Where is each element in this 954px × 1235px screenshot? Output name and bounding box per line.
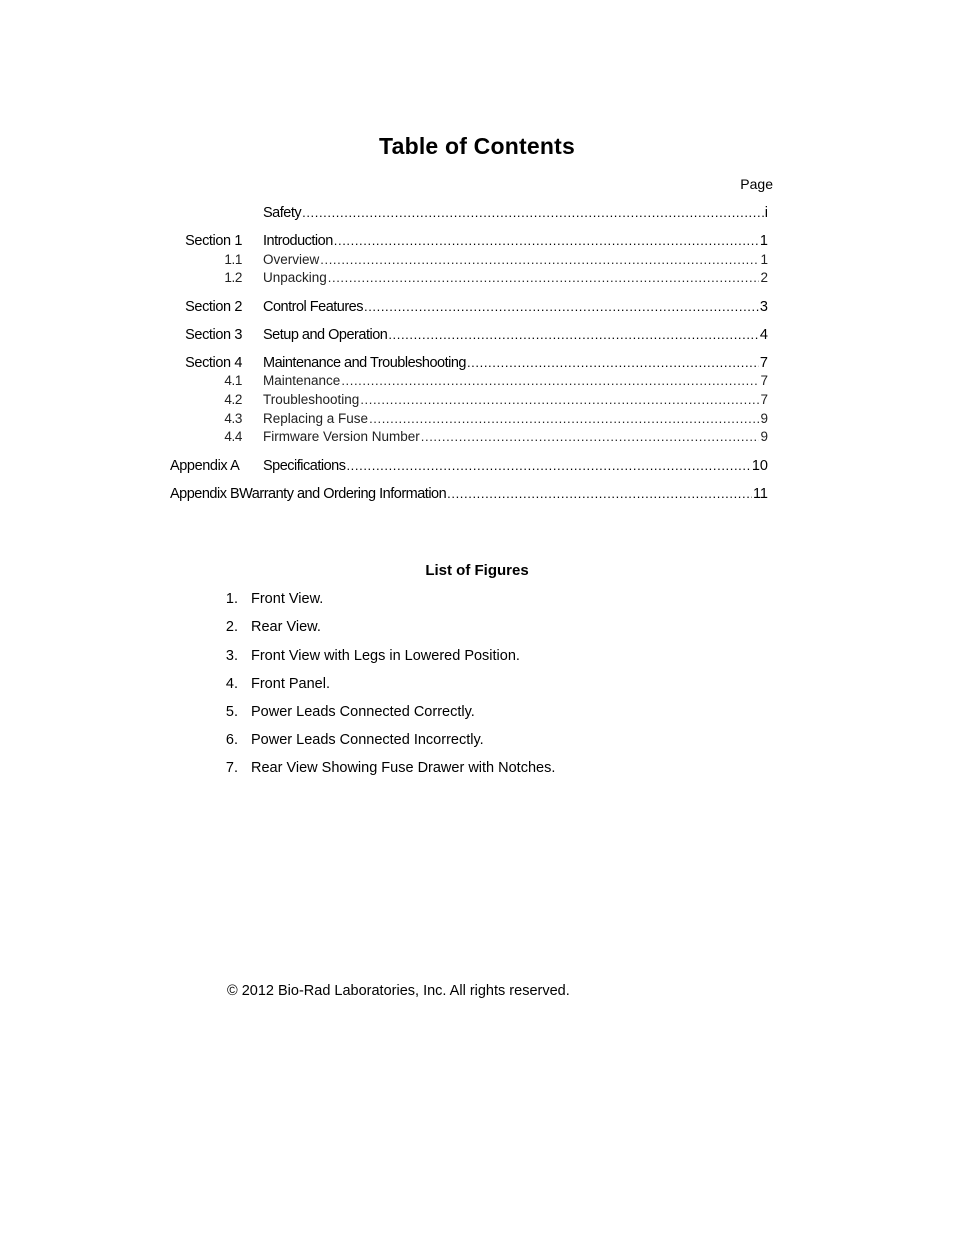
dot-leader xyxy=(328,268,760,288)
toc-entry-title: Firmware Version Number xyxy=(263,429,420,444)
toc-row-section-2[interactable] xyxy=(0,297,954,317)
dot-leader xyxy=(388,325,759,345)
toc-section-label: Section 1 xyxy=(185,233,242,249)
toc-entry-page: 4 xyxy=(759,327,768,343)
toc-entry-page: 9 xyxy=(760,429,768,444)
dot-leader xyxy=(334,231,759,251)
toc-entry-title: Troubleshooting xyxy=(263,392,360,407)
figure-number: 7. xyxy=(225,760,238,776)
toc-entry-page: 9 xyxy=(760,411,768,426)
toc-entry-page: 10 xyxy=(751,458,768,474)
toc-title: Table of Contents xyxy=(379,133,575,159)
toc-row-appendix-b[interactable] xyxy=(0,484,954,504)
figure-item[interactable] xyxy=(0,702,954,722)
toc-row-4-2[interactable] xyxy=(0,390,954,410)
toc-section-label: Appendix A xyxy=(170,458,240,474)
figure-caption: Rear View Showing Fuse Drawer with Notches. xyxy=(251,760,556,776)
figure-item[interactable] xyxy=(0,617,954,637)
toc-entry-page: 7 xyxy=(760,373,768,388)
toc-row-1-1[interactable] xyxy=(0,250,954,270)
toc-row-4-1[interactable] xyxy=(0,371,954,391)
figure-number: 5. xyxy=(225,704,238,720)
toc-section-label: 4.4 xyxy=(224,429,242,444)
figure-item[interactable] xyxy=(0,730,954,750)
figure-number: 6. xyxy=(225,732,238,748)
figure-caption: Rear View. xyxy=(251,619,321,635)
toc-entry-page: 7 xyxy=(759,355,768,371)
toc-entry-page: 3 xyxy=(759,299,768,315)
dot-leader xyxy=(302,203,764,223)
toc-section-label: 4.3 xyxy=(224,411,242,426)
dot-leader xyxy=(421,427,760,447)
toc-entry-title: Maintenance and Troubleshooting xyxy=(263,355,466,371)
toc-row-appendix-a[interactable] xyxy=(0,456,954,476)
figure-number: 4. xyxy=(225,676,238,692)
page-column-label: Page xyxy=(740,176,773,192)
list-of-figures-title: List of Figures xyxy=(425,562,529,579)
figure-number: 2. xyxy=(225,619,238,635)
dot-leader xyxy=(360,390,759,410)
copyright-notice: © 2012 Bio-Rad Laboratories, Inc. All rights reserved. xyxy=(227,983,570,999)
toc-section-label: 4.1 xyxy=(224,373,242,388)
toc-section-label: Section 4 xyxy=(185,355,242,371)
dot-leader xyxy=(364,297,759,317)
figure-caption: Front Panel. xyxy=(251,676,330,692)
figure-caption: Front View. xyxy=(251,591,324,607)
toc-section-label: Section 3 xyxy=(185,327,242,343)
dot-leader xyxy=(346,456,750,476)
figure-caption: Power Leads Connected Incorrectly. xyxy=(251,732,484,748)
toc-row-4-3[interactable] xyxy=(0,409,954,429)
toc-entry-title: Safety xyxy=(263,205,302,221)
dot-leader xyxy=(447,484,752,504)
toc-entry-page: i xyxy=(764,205,768,221)
dot-leader xyxy=(467,353,759,373)
toc-section-label: 1.1 xyxy=(224,252,242,267)
toc-entry-title: Maintenance xyxy=(263,373,341,388)
toc-row-section-1[interactable] xyxy=(0,231,954,251)
toc-row-section-3[interactable] xyxy=(0,325,954,345)
toc-section-label: 4.2 xyxy=(224,392,242,407)
toc-row-safety[interactable] xyxy=(0,203,954,223)
dot-leader xyxy=(369,409,759,429)
figure-item[interactable] xyxy=(0,589,954,609)
toc-entry-title: Replacing a Fuse xyxy=(263,411,369,426)
toc-entry-title: Specifications xyxy=(263,458,346,474)
figure-item[interactable] xyxy=(0,646,954,666)
toc-entry-page: 11 xyxy=(752,486,768,502)
dot-leader xyxy=(320,250,759,270)
toc-entry-page: 2 xyxy=(760,270,768,285)
toc-row-1-2[interactable] xyxy=(0,268,954,288)
toc-entry-page: 1 xyxy=(759,233,768,249)
toc-entry-title: Unpacking xyxy=(263,270,327,285)
toc-entry-title: Appendix BWarranty and Ordering Information xyxy=(170,486,447,502)
figure-item[interactable] xyxy=(0,674,954,694)
figure-caption: Front View with Legs in Lowered Position. xyxy=(251,648,520,664)
toc-entry-title: Setup and Operation xyxy=(263,327,388,343)
toc-section-label: Section 2 xyxy=(185,299,242,315)
toc-entry-title: Control Features xyxy=(263,299,363,315)
toc-entry-title: Overview xyxy=(263,252,320,267)
figure-number: 1. xyxy=(225,591,238,607)
dot-leader xyxy=(341,371,759,391)
toc-entry-page: 1 xyxy=(760,252,768,267)
figure-item[interactable] xyxy=(0,758,954,778)
figure-number: 3. xyxy=(225,648,238,664)
toc-row-4-4[interactable] xyxy=(0,427,954,447)
toc-section-label: 1.2 xyxy=(224,270,242,285)
toc-entry-page: 7 xyxy=(760,392,768,407)
toc-entry-title: Introduction xyxy=(263,233,333,249)
toc-row-section-4[interactable] xyxy=(0,353,954,373)
figure-caption: Power Leads Connected Correctly. xyxy=(251,704,475,720)
